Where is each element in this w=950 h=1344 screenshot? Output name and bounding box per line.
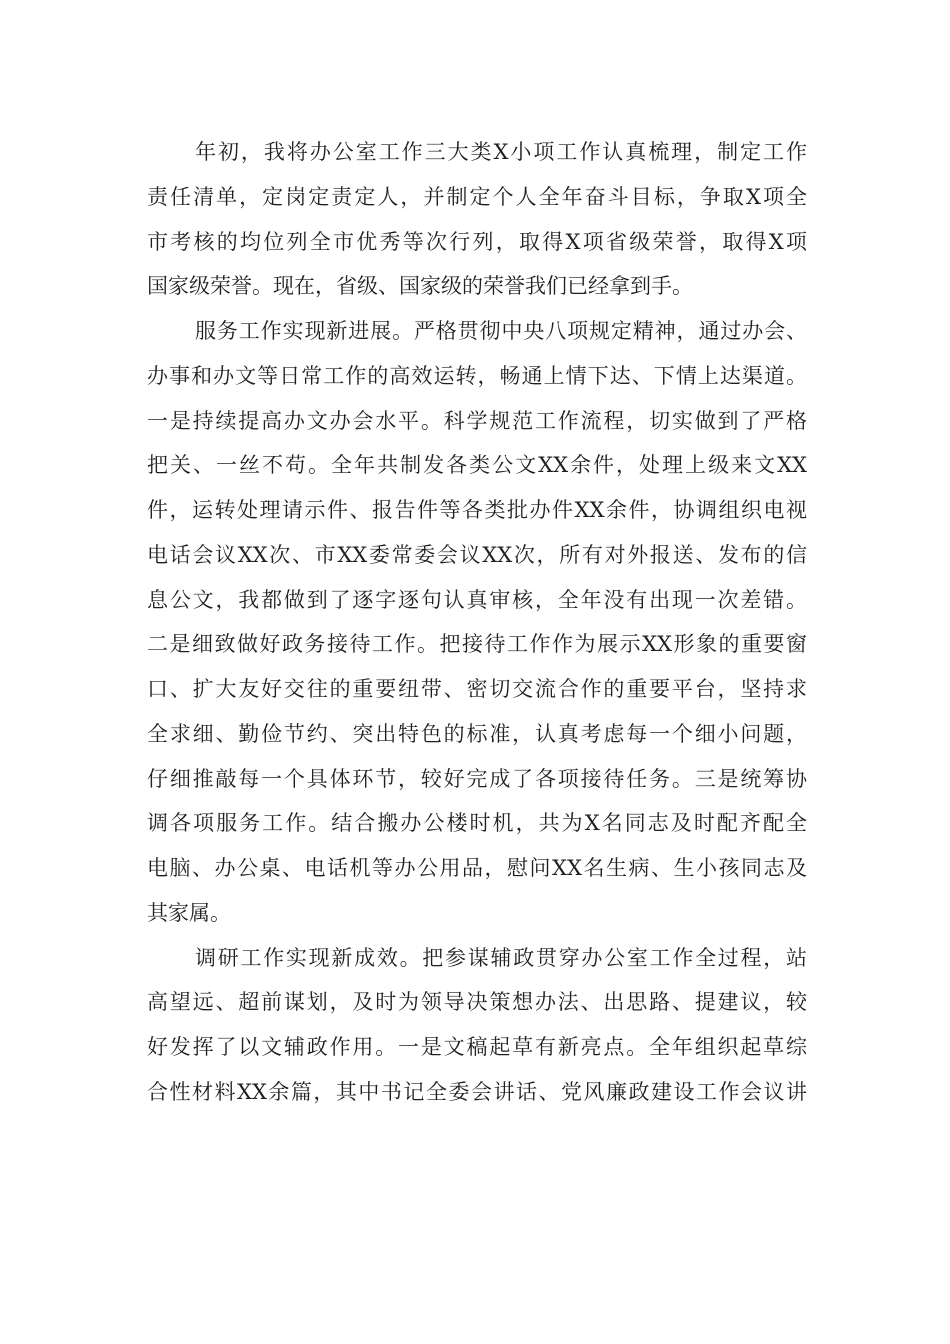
text-line: 调各项服务工作。结合搬办公楼时机，共为X名同志及时配齐配全	[147, 811, 807, 836]
text-line: 一是持续提高办文办会水平。科学规范工作流程，切实做到了严格	[147, 408, 807, 433]
text-line: 好发挥了以文辅政作用。一是文稿起草有新亮点。全年组织起草综	[147, 1035, 807, 1059]
text-line: 把关、一丝不苟。全年共制发各类公文XX余件，处理上级来文XX	[147, 453, 807, 478]
text-line: 责任清单，定岗定责定人，并制定个人全年奋斗目标，争取X项全	[147, 184, 807, 209]
text-line: 二是细致做好政务接待工作。把接待工作作为展示XX形象的重要窗	[147, 632, 807, 657]
text-line: 仔细推敲每一个具体环节，较好完成了各项接待任务。三是统筹协	[147, 766, 807, 791]
text-line: 服务工作实现新进展。严格贯彻中央八项规定精神，通过办会、	[195, 319, 807, 343]
text-line: 全求细、勤俭节约、突出特色的标准，认真考虑每一个细小问题，	[147, 721, 807, 746]
text-line: 电脑、办公桌、电话机等办公用品，慰问XX名生病、生小孩同志及	[147, 856, 807, 880]
text-line: 高望远、超前谋划，及时为领导决策想办法、出思路、提建议，较	[147, 990, 807, 1015]
text-line: 合性材料XX余篇，其中书记全委会讲话、党风廉政建设工作会议讲	[147, 1079, 807, 1104]
text-line: 其家属。	[147, 900, 231, 925]
text-line: 办事和办文等日常工作的高效运转，畅通上情下达、下情上达渠道。	[147, 363, 807, 388]
text-line: 息公文，我都做到了逐字逐句认真审核，全年没有出现一次差错。	[147, 587, 807, 612]
text-line: 国家级荣誉。现在，省级、国家级的荣誉我们已经拿到手。	[147, 274, 693, 299]
document-body	[147, 130, 807, 1115]
text-line: 年初，我将办公室工作三大类X小项工作认真梳理，制定工作	[195, 140, 807, 164]
text-line: 口、扩大友好交往的重要纽带、密切交流合作的重要平台，坚持求	[147, 677, 807, 701]
text-line: 市考核的均位列全市优秀等次行列，取得X项省级荣誉，取得X项	[147, 229, 807, 254]
text-line: 调研工作实现新成效。把参谋辅政贯穿办公室工作全过程，站	[195, 945, 807, 970]
text-line: 件，运转处理请示件、报告件等各类批办件XX余件，协调组织电视	[147, 498, 807, 522]
text-line: 电话会议XX次、市XX委常委会议XX次，所有对外报送、发布的信	[147, 542, 807, 567]
